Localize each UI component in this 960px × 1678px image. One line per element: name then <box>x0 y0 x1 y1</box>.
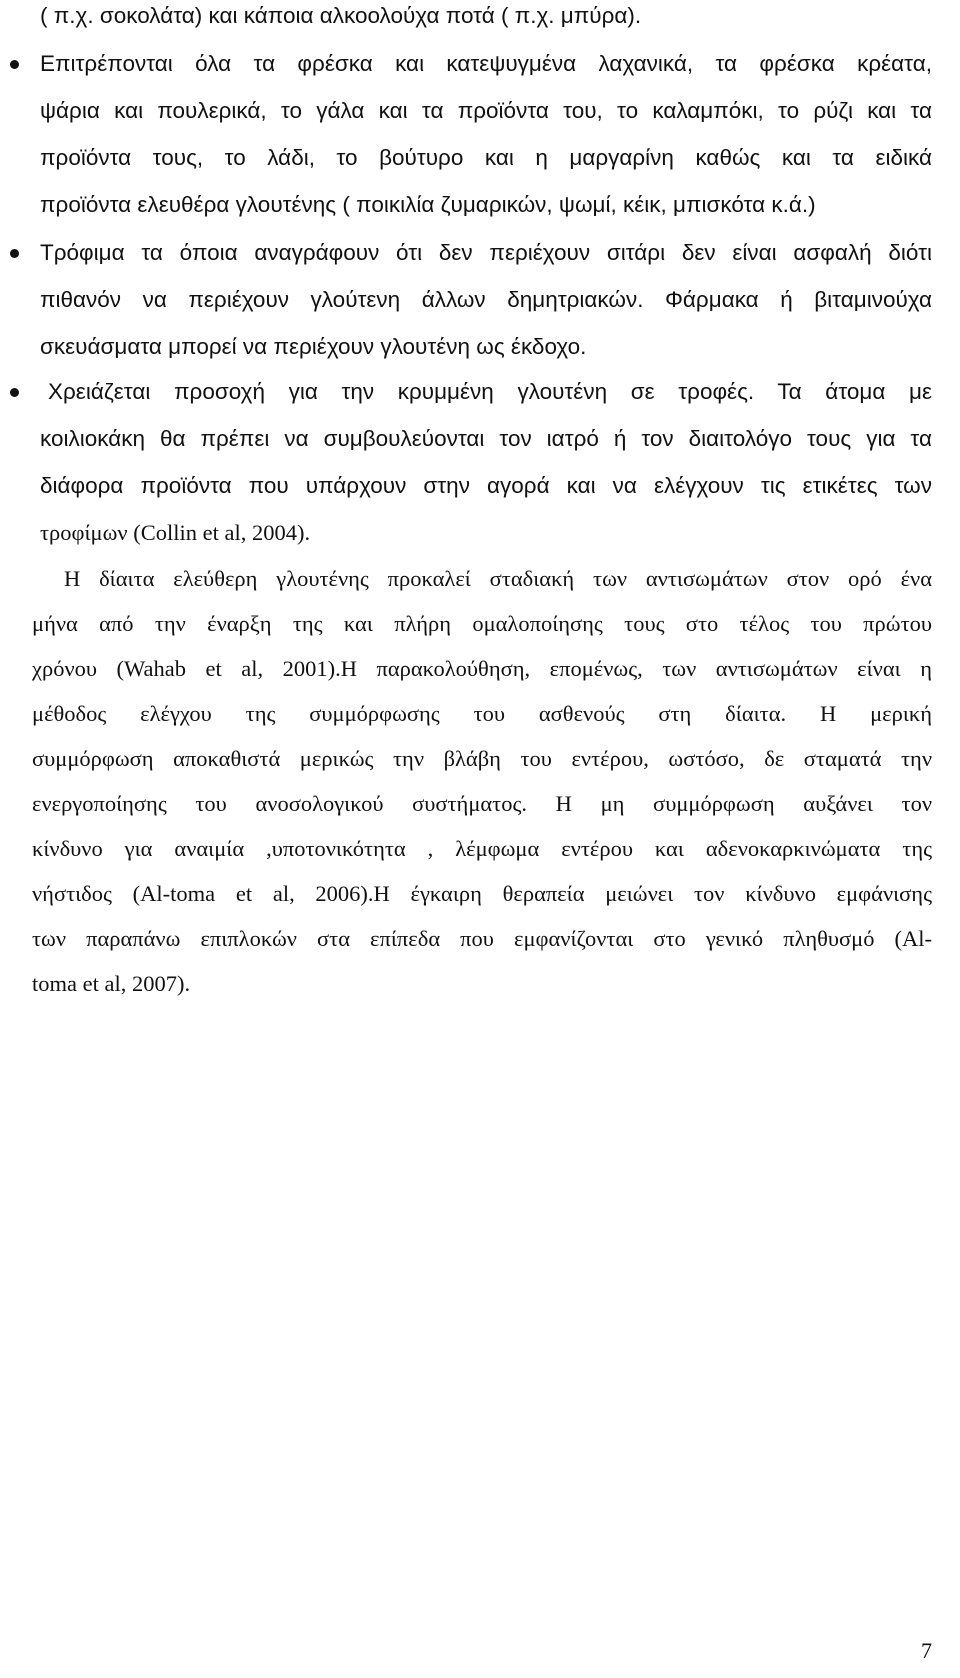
text-line: κίνδυνο για αναιμία ,υποτονικότητα , λέμφωμα εντέρου και αδενοκαρκινώματα της <box>32 836 932 861</box>
text-line: νήστιδος (Al-toma et al, 2006).Η έγκαιρη θεραπεία μειώνει τον κίνδυνο εμφάνισης <box>32 881 932 906</box>
text-line: σκευάσματα μπορεί να περιέχουν γλουτένη ως έκδοχο. <box>40 334 587 359</box>
text-line: Τρόφιμα τα όποια αναγράφουν ότι δεν περιέχουν σιτάρι δεν είναι ασφαλή διότι <box>40 240 932 265</box>
text-line: ενεργοποίησης του ανοσολογικού συστήματος. Η μη συμμόρφωση αυξάνει τον <box>32 791 932 816</box>
page-number: 7 <box>921 1638 932 1663</box>
text-line: προϊόντα ελευθέρα γλουτένης ( ποικιλία ζυμαρικών, ψωμί, κέικ, μπισκότα κ.ά.) <box>40 192 816 217</box>
text-line: χρόνου (Wahab et al, 2001).Η παρακολούθηση, επομένως, των αντισωμάτων είναι η <box>32 656 932 681</box>
text-line: κοιλιοκάκη θα πρέπει να συμβουλεύονται τον ιατρό ή τον διαιτολόγο τους για τα <box>40 426 932 451</box>
text-line: των παραπάνω επιπλοκών στα επίπεδα που εμφανίζονται στο γενικό πληθυσμό (Al- <box>32 926 932 951</box>
text-line: ψάρια και πουλερικά, το γάλα και τα προϊόντα του, το καλαμπόκι, το ρύζι και τα <box>40 98 932 123</box>
text-line: μήνα από την έναρξη της και πλήρη ομαλοποίησης τους στο τέλος του πρώτου <box>32 611 932 636</box>
text-line: Χρειάζεται προσοχή για την κρυμμένη γλουτένη σε τροφές. Τα άτομα με <box>48 379 932 404</box>
bullet-icon <box>10 388 19 397</box>
text-line: Επιτρέπονται όλα τα φρέσκα και κατεψυγμένα λαχανικά, τα φρέσκα κρέατα, <box>40 51 932 76</box>
text-line: Η δίαιτα ελεύθερη γλουτένης προκαλεί σταδιακή των αντισωμάτων στον ορό ένα <box>64 566 932 591</box>
text-line: διάφορα προϊόντα που υπάρχουν στην αγορά και να ελέγχουν τις ετικέτες των <box>40 473 932 498</box>
text-line: ( π.χ. σοκολάτα) και κάποια αλκοολούχα ποτά ( π.χ. μπύρα). <box>40 3 642 28</box>
bullet-icon <box>10 249 19 258</box>
text-line: προϊόντα τους, το λάδι, το βούτυρο και η μαργαρίνη καθώς και τα ειδικά <box>40 145 932 170</box>
bullet-icon <box>10 60 19 69</box>
text-line: μέθοδος ελέγχου της συμμόρφωσης του ασθενούς στη δίαιτα. Η μερική <box>32 701 932 726</box>
text-line: συμμόρφωση αποκαθιστά μερικώς την βλάβη του εντέρου, ωστόσο, δε σταματά την <box>32 746 932 771</box>
text-line: πιθανόν να περιέχουν γλούτενη άλλων δημητριακών. Φάρμακα ή βιταμινούχα <box>40 287 932 312</box>
text-line: τροφίμων (Collin et al, 2004). <box>40 520 311 545</box>
text-line: toma et al, 2007). <box>32 971 191 996</box>
